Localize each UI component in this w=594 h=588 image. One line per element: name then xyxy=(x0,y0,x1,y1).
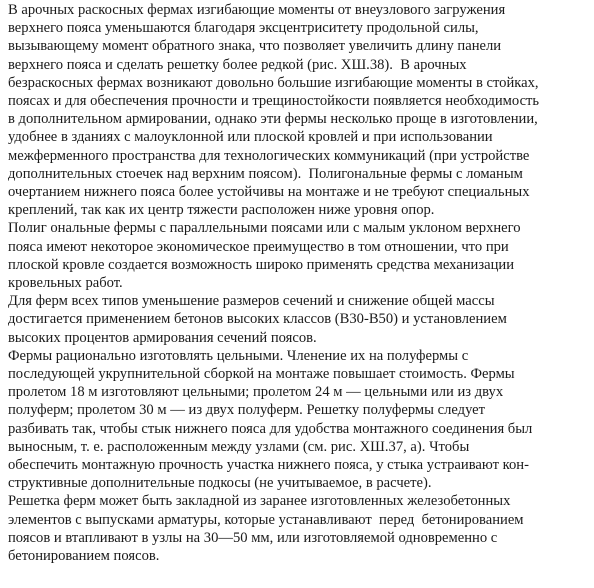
text-line: верхнего пояса уменьшаются благодаря эксцентриситету продольной силы, xyxy=(8,20,479,37)
text-line: Для ферм всех типов уменьшение размеров сечений и снижение общей массы xyxy=(8,293,495,310)
text-line: разбивать так, чтобы стык нижнего пояса для удобства монтажного соединения был xyxy=(8,420,533,437)
text-line: элементов с выпусками арматуры, которые устанавливают перед бетонированием xyxy=(8,511,524,528)
text-line: безраскосных фермах возникают довольно большие изгибающие моменты в стойках, xyxy=(8,74,539,91)
text-line: Полиг ональные фермы с параллельными поясами или с малым уклоном верхнего xyxy=(8,220,521,237)
text-line: достигается применением бетонов высоких классов (В30-В50) и установлением xyxy=(8,311,507,328)
text-line: высоких процентов армирования сечений поясов. xyxy=(8,329,317,346)
text-line: кровельных работ. xyxy=(8,275,123,292)
text-line: дополнительных стоечек над верхним поясом). Полигональные фермы с ломаным xyxy=(8,165,523,182)
text-line: пролетом 18 м изготовляют цельными; пролетом 24 м — цельными или из двух xyxy=(8,384,504,401)
text-line: поясов и втапливают в узлы на 30—50 мм, или изготовляемой одновременно с xyxy=(8,529,498,546)
text-line: межферменного пространства для технологических коммуникаций (при устройстве xyxy=(8,147,530,164)
text-line: пояса имеют некоторое экономическое преимущество в том отношении, что при xyxy=(8,238,509,255)
text-line: плоской кровле создается возможность широко применять средства механизации xyxy=(8,256,515,273)
text-line: полуферм; пролетом 30 м — из двух полуферм. Решетку полуфермы следует xyxy=(8,402,486,419)
document-text xyxy=(8,1,592,565)
text-line: В арочных раскосных фермах изгибающие моменты от внеузлового загружения xyxy=(8,2,506,18)
text-line: Решетка ферм может быть закладной из заранее изготовленных железобетонных xyxy=(8,493,511,510)
text-line: выносным, т. е. расположенным между узлами (см. рис. ХШ.37, а). Чтобы xyxy=(8,438,470,455)
text-line: бетонированием поясов. xyxy=(8,548,160,565)
text-line: в дополнительном армировании, однако эти фермы несколько проще в изготовлении, xyxy=(8,111,538,128)
text-line: верхнего пояса и сделать решетку более редкой (рис. ХШ.38). В арочных xyxy=(8,56,467,73)
text-line: очертанием нижнего пояса более устойчивы на монтаже и не требуют специальных xyxy=(8,184,530,201)
text-line: Фермы рационально изготовлять цельными. Членение их на полуфермы с xyxy=(8,347,469,364)
text-line: структивные дополнительные подкосы (не учитываемое, в расчете). xyxy=(8,475,432,492)
text-line: креплений, так как их центр тяжести расположен ниже уровня опор. xyxy=(8,202,435,219)
text-line: вызывающему момент обратного знака, что позволяет увеличить длину панели xyxy=(8,38,502,55)
text-line: обеспечить монтажную прочность участка нижнего пояса, у стыка устраивают кон- xyxy=(8,457,529,474)
text-line: удобнее в зданиях с малоуклонной или плоской кровлей и при использовании xyxy=(8,129,493,146)
text-line: последующей укрупнительной сборкой на монтаже повышает стоимость. Фермы xyxy=(8,366,515,383)
text-line: поясах и для обеспечения прочности и трещиностойкости появляется необходимость xyxy=(8,93,540,110)
